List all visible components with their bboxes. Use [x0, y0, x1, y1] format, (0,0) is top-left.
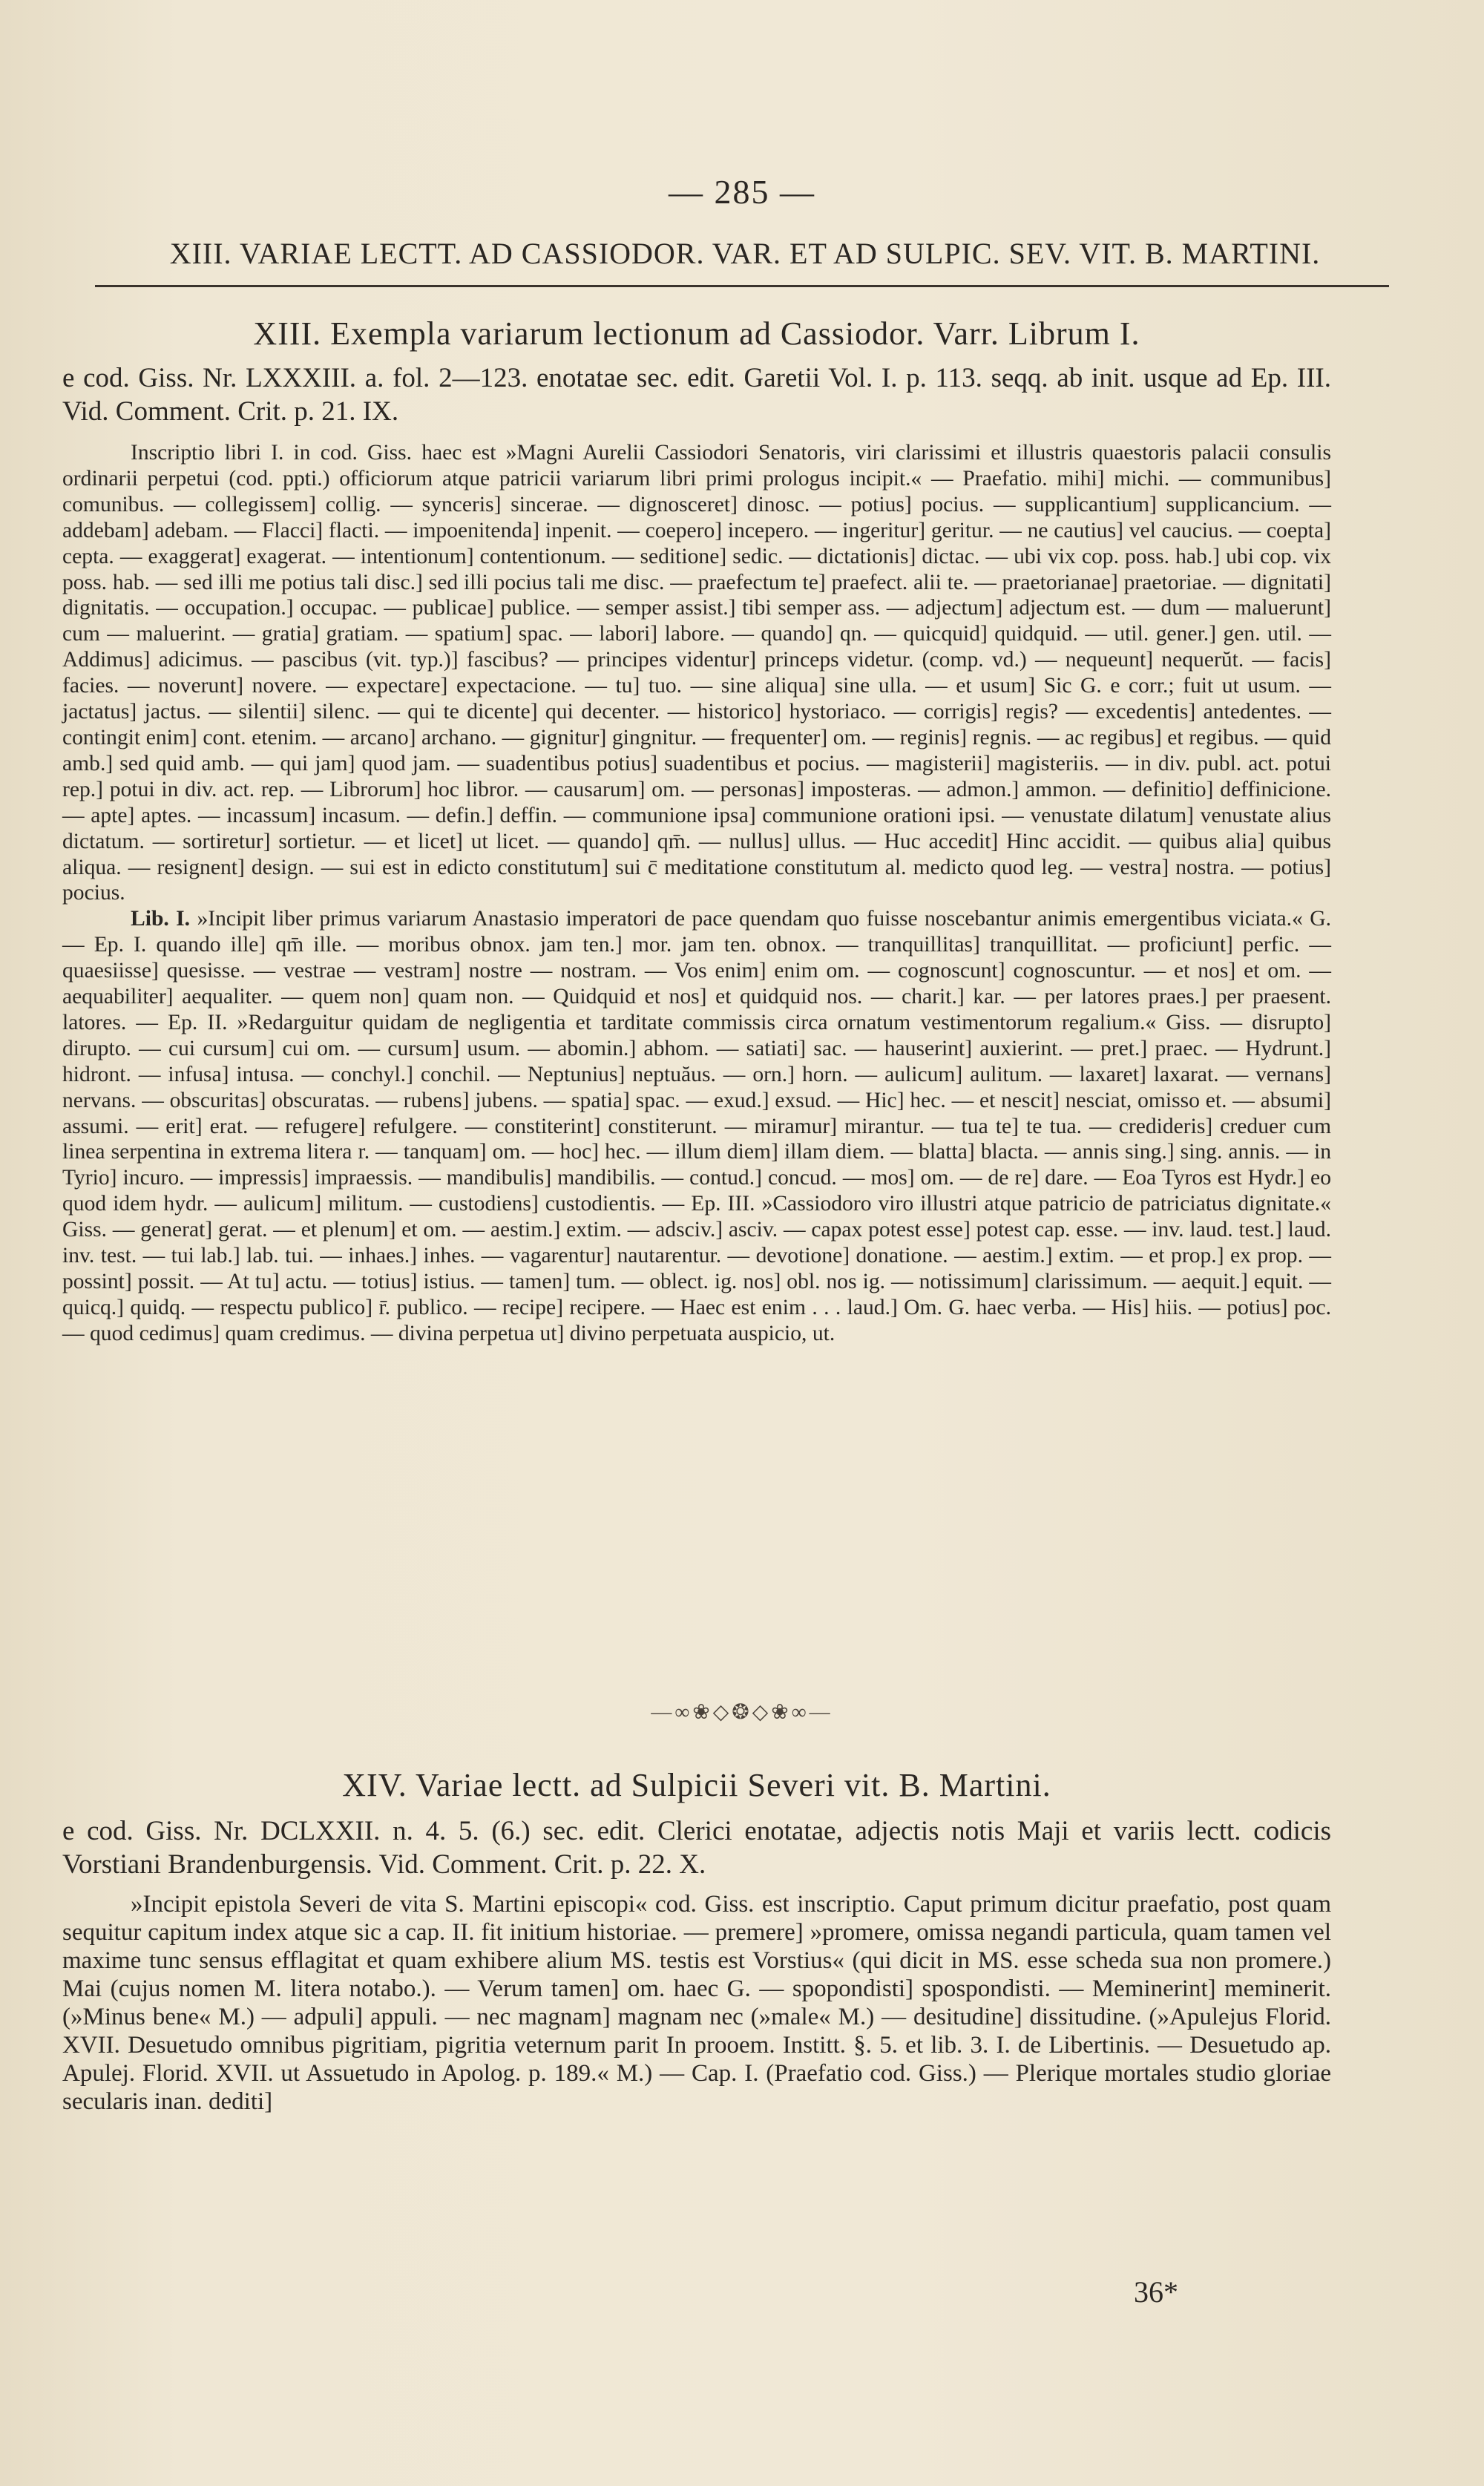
- section-xiv-paragraph-1: »Incipit epistola Severi de vita S. Martini episcopi« cod. Giss. est inscriptio. Caput primum dicitur praefatio, post quam sequitur capitum index atque sic a cap. II. fit initium historiae. — premere] »promere, omissa negandi particula, quam tamen vel maxime tunc sensus efflagitat et quam exhibere alium MS. testis est Vorstius« (qui dicit in MS. esse scheda sua non promere.) Mai (cujus nomen M. litera notabo.). — Verum tamen] om. haec G. — spopondisti] spospondisti. — Meminerint] meminerit. (»Minus bene« M.) — adpuli] appuli. — nec magnam] magnam nec (»male« M.) — desitudine] dissitudine. (»Apulejus Florid. XVII. Desuetudo omnibus pigritiam, pigritia veternum parit In prooem. Institt. §. 5. et lib. 3. I. de Libertinis. — Desuetudo ap. Apulej. Florid. XVII. ut Assuetudo in Apolog. p. 189.« M.) — Cap. I. (Praefatio cod. Giss.) — Plerique mortales studio gloriae secularis inan. dediti]: [62, 1891, 1331, 2115]
- header-rule: [95, 285, 1389, 287]
- section-xiv-heading: XIV. Variae lectt. ad Sulpicii Severi vit. B. Martini.: [342, 1767, 1051, 1803]
- lib-label: Lib. I.: [131, 907, 191, 931]
- page-number: — 285 —: [669, 173, 815, 211]
- paragraph-2-text: »Incipit liber primus variarum Anastasio imperatori de pace quendam quo fuisse noscebantur animis emergentibus viciata.« G. — Ep. I. quando ille] qm̄ ille. — moribus obnox. jam ten.] mor. jam ten. obnox. — tranquillitas] tranquillitat. — proficiunt] perfic. — quaesiisse] quesisse. — vestrae — vestram] nostre — nostram. — Vos enim] enim om. — cognoscunt] cognoscuntur. — et nos] et om. — aequabiliter] aequaliter. — quem non] quam non. — Quidquid et nos] et quidquid nos. — charit.] kar. — per latores praes.] per praesent. latores. — Ep. II. »Redarguitur quidam de negligentia et tarditate commissis circa ornatum vestimentorum regalium.« Giss. — disrupto] dirupto. — cui cursum] cui om. — cursum] usum. — abomin.] abhom. — satiati] sac. — hauserint] auxierint. — pret.] praec. — Hydrunt.] hidront. — infusa] intusa. — conchyl.] conchil. — Neptunius] neptuăus. — orn.] horn. — aulicum] aulitum. — laxaret] laxarat. — vernans] nervans. — obscuritas] obscuratas. — rubens] jubens. — spatia] spac. — exud.] exsud. — Hic] hec. — et nescit] nesciat, omisso et. — absumi] assumi. — erit] erat. — refugere] refulgere. — constiterint] constiterunt. — miramur] mirantur. — tua te] te tua. — credideris] creduer cum linea serpentina in extrema litera r. — tanquam] om. — hoc] hec. — illum diem] illam diem. — blatta] blacta. — annis sing.] sing. annis. — in Tyrio] incuro. — impressis] impraessis. — mandibulis] mandibilis. — contud.] concud. — mos] om. — de re] dare. — Eoa Tyros est Hydr.] eo quod idem hydr. — aulicum] militum. — custodiens] custodientis. — Ep. III. »Cassiodoro viro illustri atque patricio de patriciatus dignitate.« Giss. — generat] gerat. — et plenum] et om. — aestim.] extim. — adsciv.] asciv. — capax potest esse] potest cap. esse. — inv. laud. test.] laud. inv. test. — tui lab.] lab. tui. — inhaes.] inhes. — vagarentur] nautarentur. — devotione] donatione. — aestim.] extim. — et prop.] ex prop. — possint] possit. — At tu] actu. — totius] istius. — tamen] tum. — oblect. ig. nos] obl. nos ig. — notissimum] clarissimum. — aequit.] equit. — quicq.] quidq. — respectu publico] r̄. publico. — recipe] recipere. — Haec est enim . . . laud.] Om. G. haec verba. — His] hiis. — potius] poc. — quod cedimus] quam credimus. — divina perpetua ut] divino perpetuata auspicio, ut.: [62, 907, 1331, 1345]
- section-xiii: [62, 315, 1331, 1347]
- running-head: XIII. VARIAE LECTT. AD CASSIODOR. VAR. ET AD SULPIC. SEV. VIT. B. MARTINI.: [169, 237, 1321, 270]
- section-xiii-subheading: e cod. Giss. Nr. LXXXIII. a. fol. 2—123. enotatae sec. edit. Garetii Vol. I. p. 113. seqq. ab init. usque ad Ep. III. Vid. Comment. Crit. p. 21. IX.: [62, 363, 1331, 427]
- signature-mark: 36*: [1134, 2275, 1178, 2309]
- section-ornament: —∞❀◇❂◇❀∞—: [651, 1701, 833, 1724]
- section-xiii-heading: XIII. Exempla variarum lectionum ad Cassiodor. Varr. Librum I.: [253, 315, 1140, 352]
- section-xiv: [62, 1766, 1331, 2116]
- section-xiii-paragraph-2: [62, 906, 1331, 1346]
- section-xiv-subheading: e cod. Giss. Nr. DCLXXII. n. 4. 5. (6.) sec. edit. Clerici enotatae, adjectis notis Maji et variis lectt. codicis Vorstiani Brandenburgensis. Vid. Comment. Crit. p. 22. X.: [62, 1816, 1331, 1880]
- section-xiii-paragraph-1: Inscriptio libri I. in cod. Giss. haec est »Magni Aurelii Cassiodori Senatoris, viri clarissimi et illustris quaestoris palacii consulis ordinarii perpetui (cod. ppti.) officiorum atque patricii variarum libri primi prologus incipit.« — Praefatio. mihi] michi. — communibus] comunibus. — collegissem] collig. — synceris] sincerae. — dignosceret] dinosc. — potius] pocius. — supplicantium] supplicancium. — addebam] adebam. — Flacci] flacti. — impoenitenda] inpenit. — coepero] incepero. — ingeritur] geritur. — ne cautius] vel caucius. — coepta] cepta. — exaggerat] exagerat. — intentionum] contentionum. — seditione] sedic. — dictationis] dictac. — ubi vix cop. poss. hab.] ubi cop. vix poss. hab. — sed illi me potius tali disc.] sed illi pocius tali me disc. — praefectum te] praefect. alii te. — praetorianae] praetoriae. — dignitati] dignitatis. — occupation.] occupac. — publicae] publice. — semper assist.] tibi semper ass. — adjectum] adjectum est. — dum — maluerunt] cum — maluerint. — gratia] gratiam. — spatium] spac. — labori] labore. — quando] qn. — quicquid] quidquid. — util. gener.] gen. util. — Addimus] adicimus. — pascibus (vit. typ.)] fascibus? — principes videntur] princeps videtur. (comp. vd.) — nequeunt] nequerŭt. — facis] facies. — noverunt] novere. — expectare] expectacione. — tu] tuo. — sine aliqua] sine ulla. — et usum] Sic G. e corr.; fuit ut usum. — jactatus] jactus. — silentii] silenc. — qui te dicente] qui decenter. — historico] hystoriaco. — corrigis] regis? — excedentis] antedentes. — contingit enim] cont. etenim. — arcano] archano. — gignitur] gingnitur. — frequenter] om. — reginis] regnis. — ac regibus] et regibus. — quid amb.] sed quid amb. — qui jam] quod jam. — suadentibus potius] suadentibus et pocius. — magisterii] magisteriis. — in div. publ. act. potui rep.] potui in div. act. rep. — Librorum] hoc libror. — causarum] om. — personas] imposteras. — admon.] ammon. — definitio] deffinicione. — apte] aptes. — incassum] incasum. — defin.] deffin. — communione ipsa] communione orationi ipsi. — venustate dilatum] venustate alius dictatum. — sortiretur] sortietur. — et licet] ut licet. — quando] qm̄. — nullus] ullus. — Huc accedit] Hinc accidit. — quibus alia] quibus aliqua. — resignent] design. — sui est in edicto constitutum] sui c̄ meditatione constitutum al. medicto quod leg. — vestra] nostra. — potius] pocius.: [62, 441, 1331, 905]
